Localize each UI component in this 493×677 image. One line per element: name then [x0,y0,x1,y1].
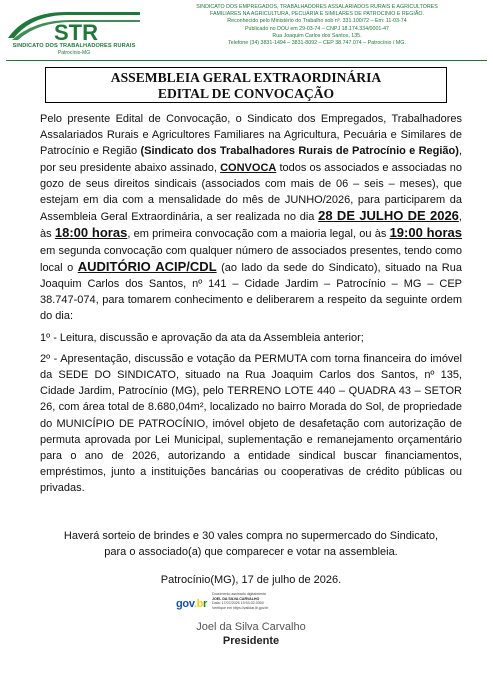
stamp-line: Data: 17/07/2026 19:53:32-0300 [212,601,264,606]
header-divider [6,60,487,61]
info-line: SINDICATO DOS EMPREGADOS, TRABALHADORES ASSALARIADOS RURAIS E AGRICULTORES [196,4,438,10]
first-call-time: 18:00 horas [54,225,128,241]
convocation-paragraph [40,111,462,325]
agenda-item-1: 1º - Leitura, discussão e aprovação da ata da Assembleia anterior; [40,331,364,344]
logo-city: Patrocínio-MG [57,50,91,56]
stamp-signer-name: JOEL DA SILVA CARVALHO [212,596,260,601]
text-run: (ao lado da sede do Sindicato), situado na Rua Joaquim Carlos dos Santos, nº 141 – Cidade Jardim – Patrocínio – MG – CEP 38.747-074, para tomarem conhecimento e deliberarem a respeito da seguinte ordem do dia: [40,261,462,323]
edital-body [40,111,462,502]
text-run: todos os associados e associadas no gozo de seus direitos sindicais (associados com mais de 06 – seis – meses), que estejam em dia com a mensalidade do mês de JUNHO/2026, para participarem da Assembleia Geral Extraordinária, a ser realizada no dia [40,161,462,224]
letterhead [0,0,493,62]
text-run: em segunda convocação com qualquer número de associados presentes, tendo como local o [40,244,462,274]
str-logo-icon [6,8,142,42]
document-title [45,67,447,103]
convoca-word: CONVOCA [220,161,277,174]
info-line: Publicado no DOU em 29-03-74 – CNPJ 18.174.334/0001-47 [245,25,389,32]
info-line: FAMILIARES NA AGRICULTURA, PECUÁRIA E SIMILARES DE PATROCINIO E REGIÃO. [210,11,424,18]
logo-subtitle: SINDICATO DOS TRABALHADORES RURAIS [12,43,136,49]
title-line-2: EDITAL DE CONVOCAÇÃO [157,86,335,101]
closing-line-1: Haverá sorteio de brindes e 30 vales compra no supermercado do Sindicato, [63,530,439,542]
text-run: , em primeira convocação com a maioria legal, ou às [127,228,390,241]
signer-role: Presidente [222,635,280,647]
text-run: , às [40,211,462,241]
text-run: , por seu presidente abaixo assinado, [40,145,462,174]
assembly-place: AUDITÓRIO ACIP/CDL [77,258,217,274]
assembly-date: 28 DE JULHO DE 2026 [318,208,459,224]
stamp-line: Documento assinado digitalmente [212,592,267,596]
second-call-time: 19:00 horas [389,225,463,241]
govbr-logo-icon: gov.br [176,598,208,610]
closing-line-2: para o associado(a) que comparecer e votar na assembleia. [104,546,398,558]
info-line: Telefone (34) 3831-1494 – 3831-8092 – CEP 38.747.074 – Patrocínio / MG. [228,40,406,47]
closing-note [40,528,462,560]
signer-name: Joel da Silva Carvalho [196,621,306,633]
text-run: Pelo presente Edital de Convocação, o Sindicato dos Empregados, Trabalhadores Assalariados Rurais e Agricultores Familiares na Agricultura, Pecuária e Similares de Patrocínio e Região [40,113,462,158]
agenda-item-2: 2º - Apresentação, discussão e votação da PERMUTA com torna financeira do imóvel da SEDE DO SINDICATO, situado na Rua Joaquim Carlos dos Santos, nº 135, Cidade Jardim, Patrocínio (MG), pelo TERRENO LOTE 440 – QUADRA 43 – SETOR 26, com área total de 8.680,04m², localizado no bairro Morada do Sol, de propriedade do MUNICÍPIO DE PATROCÍNIO, imóvel objeto de desafetação com autorização de permuta aprovada por Lei Municipal, suplementação e remanejamento orçamentário para o ano de 2026, autorizando a entidade sindical buscar financiamentos, empréstimos, junto a instituições bancárias ou cooperativas de crédito públicas ou privadas. [40,352,462,495]
digital-signature-stamp [176,592,346,620]
stamp-details [212,592,268,610]
place-date: Patrocínio(MG), 17 de julho de 2026. [160,574,342,586]
union-short-name: (Sindicato dos Trabalhadores Rurais de Patrocínio e Região) [140,145,459,158]
logo-text: STR [54,20,98,42]
info-line: Reconhecido pelo Ministério do Trabalho sob nº. 331.100/72 – Em: 11-03-74 [227,18,407,25]
title-line-1: ASSEMBLEIA GERAL EXTRAORDINÁRIA [110,70,382,85]
info-line: Rua Joaquim Carlos dos Santos, 135. [272,32,362,39]
stamp-verify-link: Verifique em https://validar.iti.gov.br [212,605,269,610]
signer-block [40,620,462,648]
union-info [146,4,488,47]
union-logo [6,8,142,58]
